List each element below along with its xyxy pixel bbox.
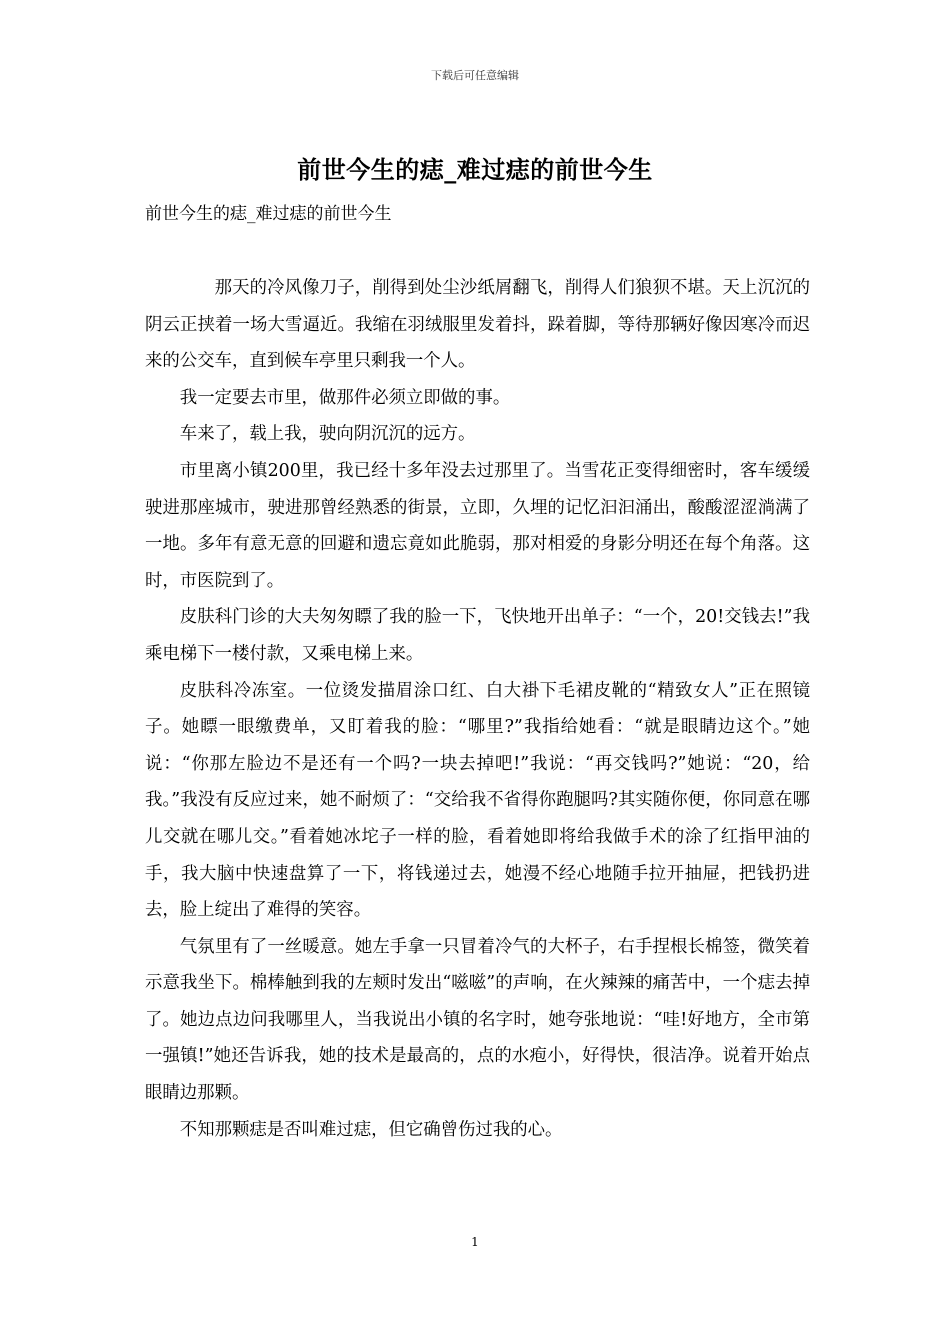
paragraph: 车来了，载上我，驶向阴沉沉的远方。	[179, 424, 476, 445]
document-subtitle: 前世今生的痣_难过痣的前世今生	[145, 204, 392, 224]
document-title: 前世今生的痣_难过痣的前世今生	[297, 155, 653, 184]
paragraph: 那天的冷风像刀子，削得到处尘沙纸屑翻飞，削得人们狼狈不堪。天上沉沉的阴云正挟着一场大雪逼近。我缩在羽绒服里发着抖，跺着脚，等待那辆好像因寒冷而迟来的公交车，直到候车亭里只剩我一个人。	[145, 278, 810, 372]
page-number: 1	[471, 1235, 479, 1249]
paragraph: 气氛里有了一丝暖意。她左手拿一只冒着冷气的大杯子，右手捏根长棉签，微笑着示意我坐下。棉棒触到我的左颊时发出“嗞嗞”的声响，在火辣辣的痛苦中，一个痣去掉了。她边点边问我哪里人，当我说出小镇的名字时，她夸张地说：“哇!好地方，全市第一强镇!”她还告诉我，她的技术是最高的，点的水疱小，好得快，很洁净。说着开始点眼睛边那颗。	[145, 936, 810, 1104]
body-text	[145, 270, 810, 1148]
paragraph: 不知那颗痣是否叫难过痣，但它确曾伤过我的心。	[179, 1119, 563, 1140]
paragraph: 皮肤科门诊的大夫匆匆瞟了我的脸一下，飞快地开出单子：“一个，20!交钱去!”我乘电梯下一楼付款，又乘电梯上来。	[145, 607, 810, 664]
paragraph: 皮肤科冷冻室。一位烫发描眉涂口红、白大褂下毛裙皮靴的“精致女人”正在照镜子。她瞟一眼缴费单，又盯着我的脸：“哪里?”我指给她看：“就是眼睛边这个。”她说：“你那左脸边不是还有一个吗?一块去掉吧!”我说：“再交钱吗?”她说：“20，给我。”我没有反应过来，她不耐烦了：“交给我不省得你跑腿吗?其实随你便，你同意在哪儿交就在哪儿交。”看着她冰坨子一样的脸，看着她即将给我做手术的涂了红指甲油的手，我大脑中快速盘算了一下，将钱递过去，她漫不经心地随手拉开抽屉，把钱扔进去，脸上绽出了难得的笑容。	[145, 680, 810, 921]
paragraph: 市里离小镇200里，我已经十多年没去过那里了。当雪花正变得细密时，客车缓缓驶进那座城市，驶进那曾经熟悉的街景，立即，久埋的记忆汩汩涌出，酸酸涩涩淌满了一地。多年有意无意的回避和遗忘竟如此脆弱，那对相爱的身影分明还在每个角落。这时，市医院到了。	[145, 460, 810, 591]
paragraph: 我一定要去市里，做那件必须立即做的事。	[179, 387, 511, 408]
header-note: 下载后可任意编辑	[431, 69, 519, 82]
